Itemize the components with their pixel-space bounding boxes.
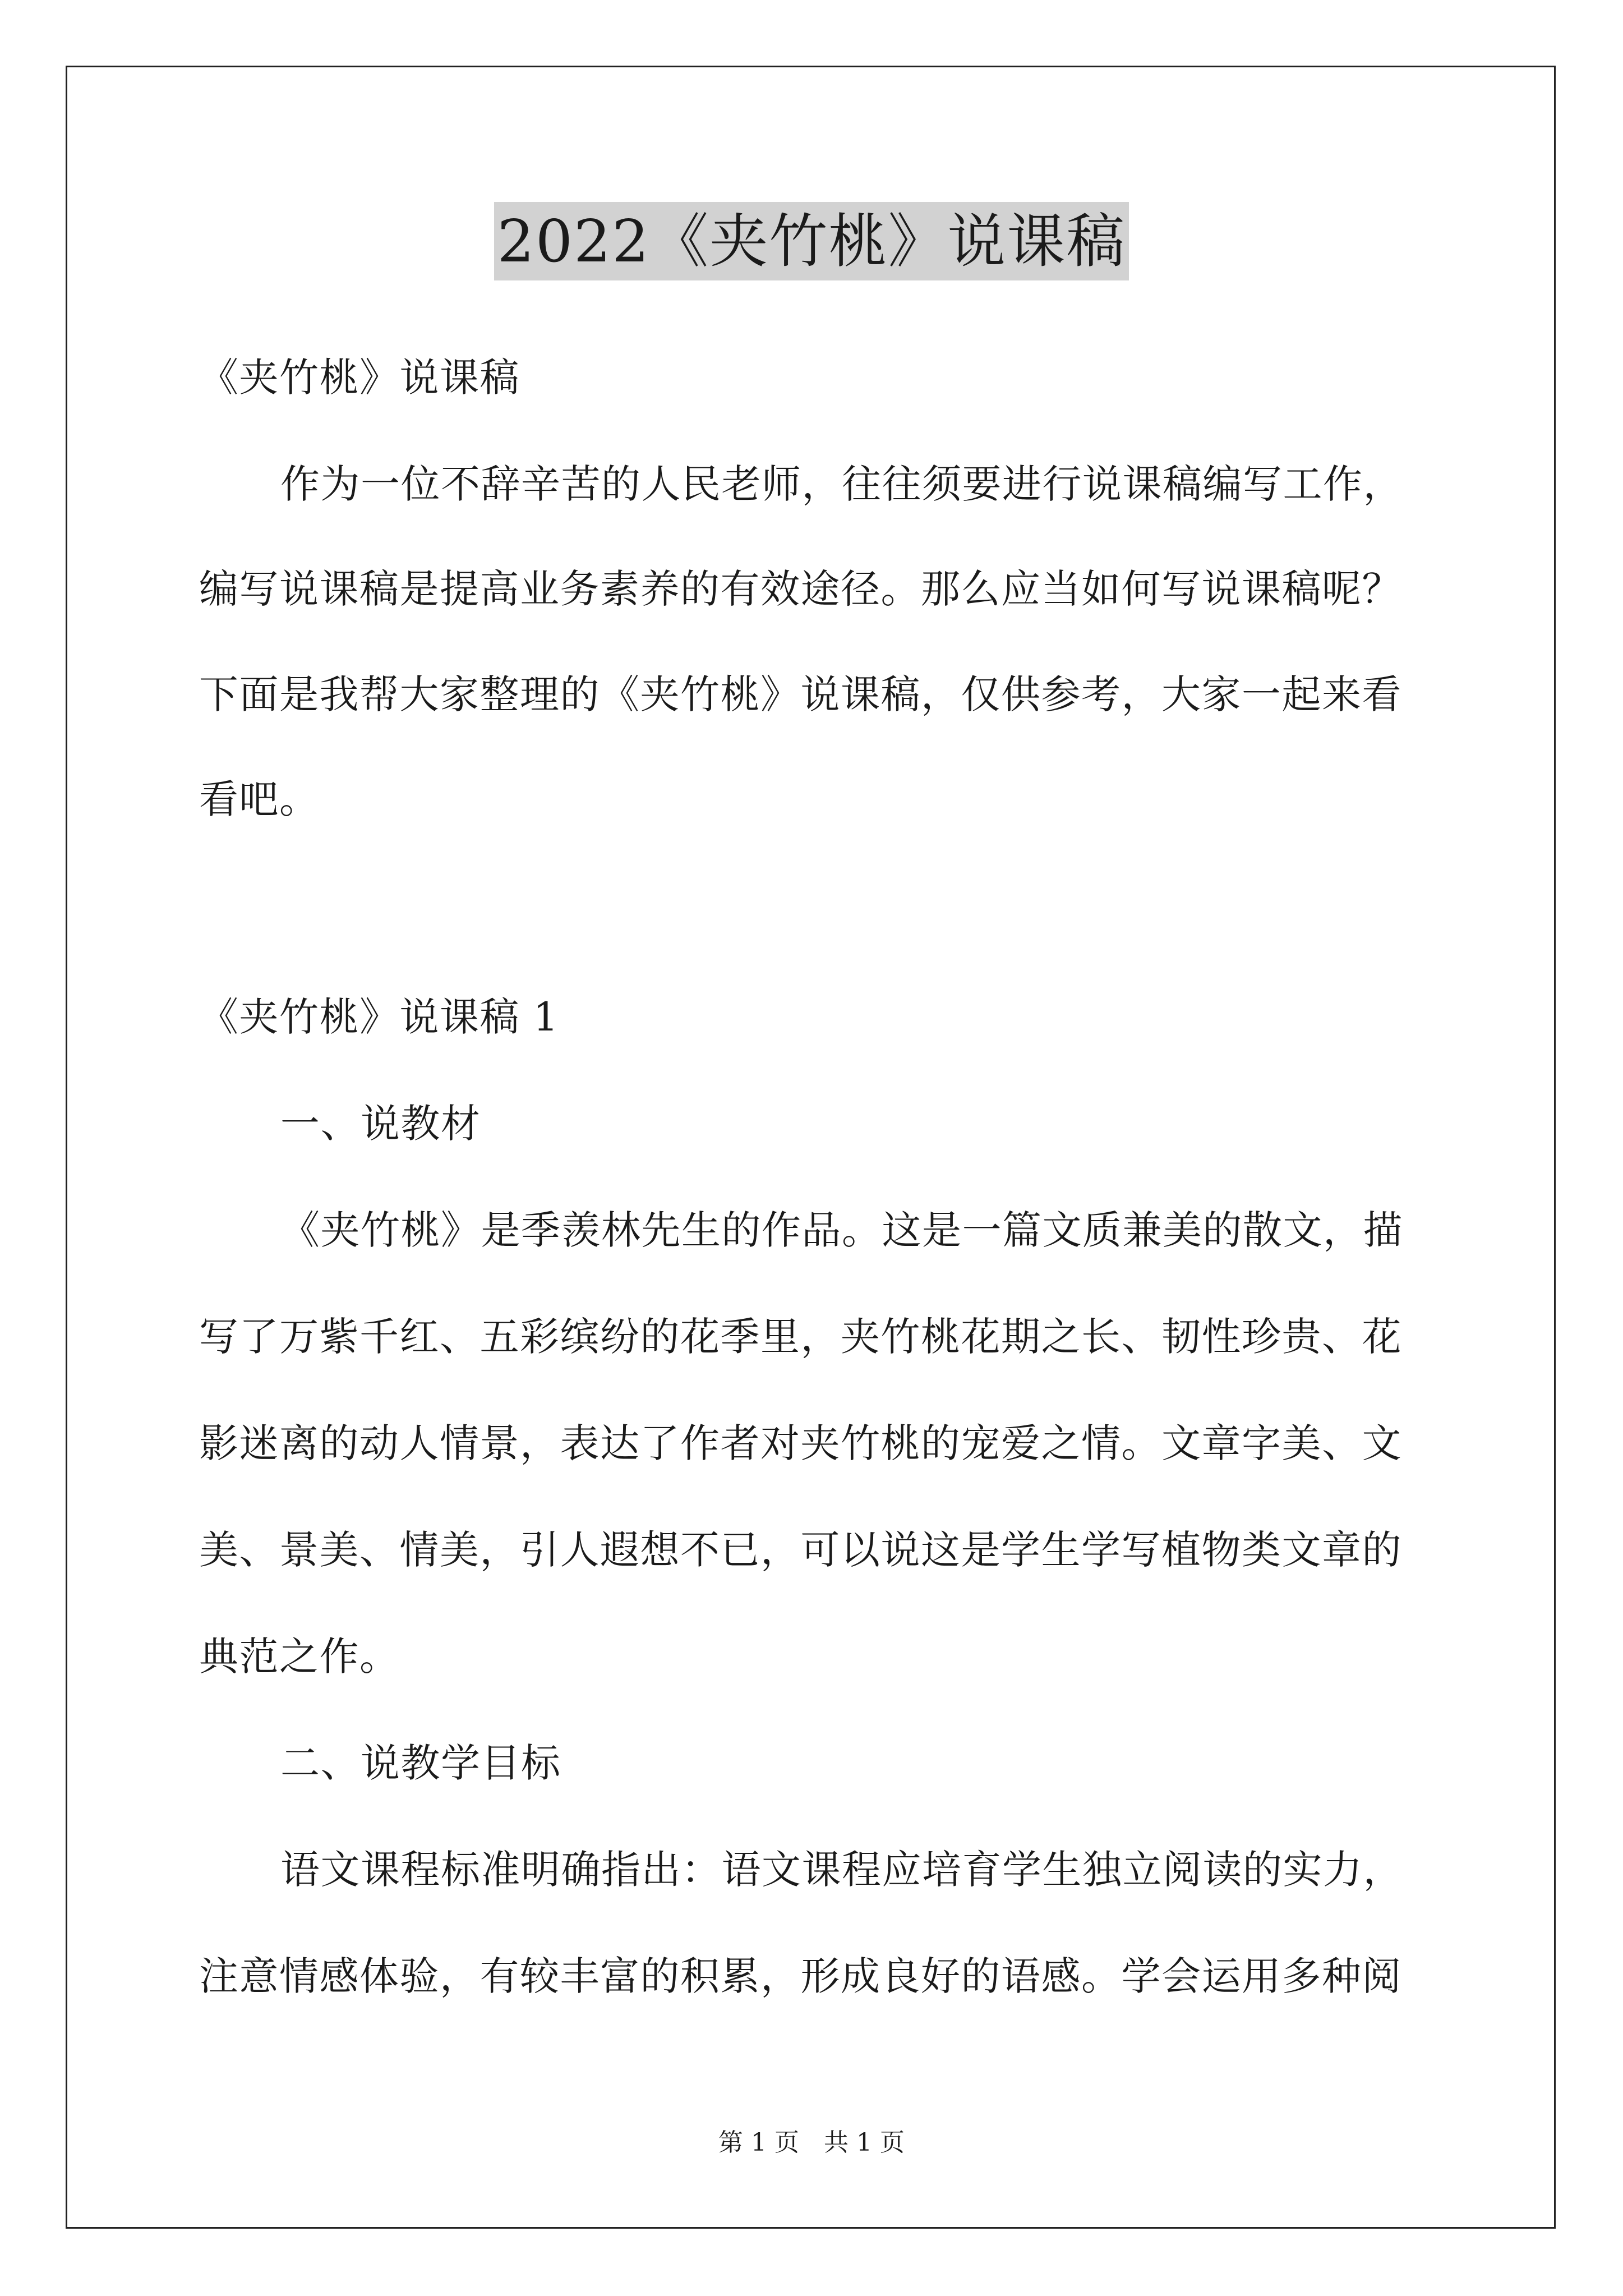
paragraph-line: 注意情感体验，有较丰富的积累，形成良好的语感。学会运用多种阅 bbox=[199, 1953, 1402, 1999]
section-heading-intro: 《夹竹桃》说课稿 bbox=[199, 355, 520, 401]
paragraph-line: 编写说课稿是提高业务素养的有效途径。那么应当如何写说课稿呢？ bbox=[199, 566, 1402, 612]
paragraph-line: 典范之作。 bbox=[199, 1634, 400, 1680]
section-heading-1: 《夹竹桃》说课稿 1 bbox=[199, 994, 559, 1040]
paragraph-line: 写了万紫千红、五彩缤纷的花季里，夹竹桃花期之长、韧性珍贵、花 bbox=[199, 1314, 1402, 1360]
subheading-teaching-material: 一、说教材 bbox=[280, 1101, 481, 1147]
subheading-teaching-goals: 二、说教学目标 bbox=[280, 1740, 561, 1786]
paragraph-line: 看吧。 bbox=[199, 776, 320, 822]
paragraph-line: 语文课程标准明确指出：语文课程应培育学生独立阅读的实力， bbox=[280, 1847, 1403, 1893]
paragraph-line: 影迷离的动人情景，表达了作者对夹竹桃的宠爱之情。文章字美、文 bbox=[199, 1420, 1402, 1466]
document-title: 2022《夹竹桃》说课稿 bbox=[494, 202, 1129, 280]
paragraph-line: 作为一位不辞辛苦的人民老师，往往须要进行说课稿编写工作， bbox=[280, 461, 1403, 507]
paragraph-line: 下面是我帮大家整理的《夹竹桃》说课稿，仅供参考，大家一起来看 bbox=[199, 671, 1402, 717]
paragraph-line: 美、景美、情美，引人遐想不已，可以说这是学生学写植物类文章的 bbox=[199, 1527, 1402, 1573]
paragraph-line: 《夹竹桃》是季羡林先生的作品。这是一篇文质兼美的散文，描 bbox=[280, 1207, 1403, 1253]
title-container bbox=[0, 202, 1623, 280]
page-footer: 第 1 页 共 1 页 bbox=[718, 2128, 905, 2157]
